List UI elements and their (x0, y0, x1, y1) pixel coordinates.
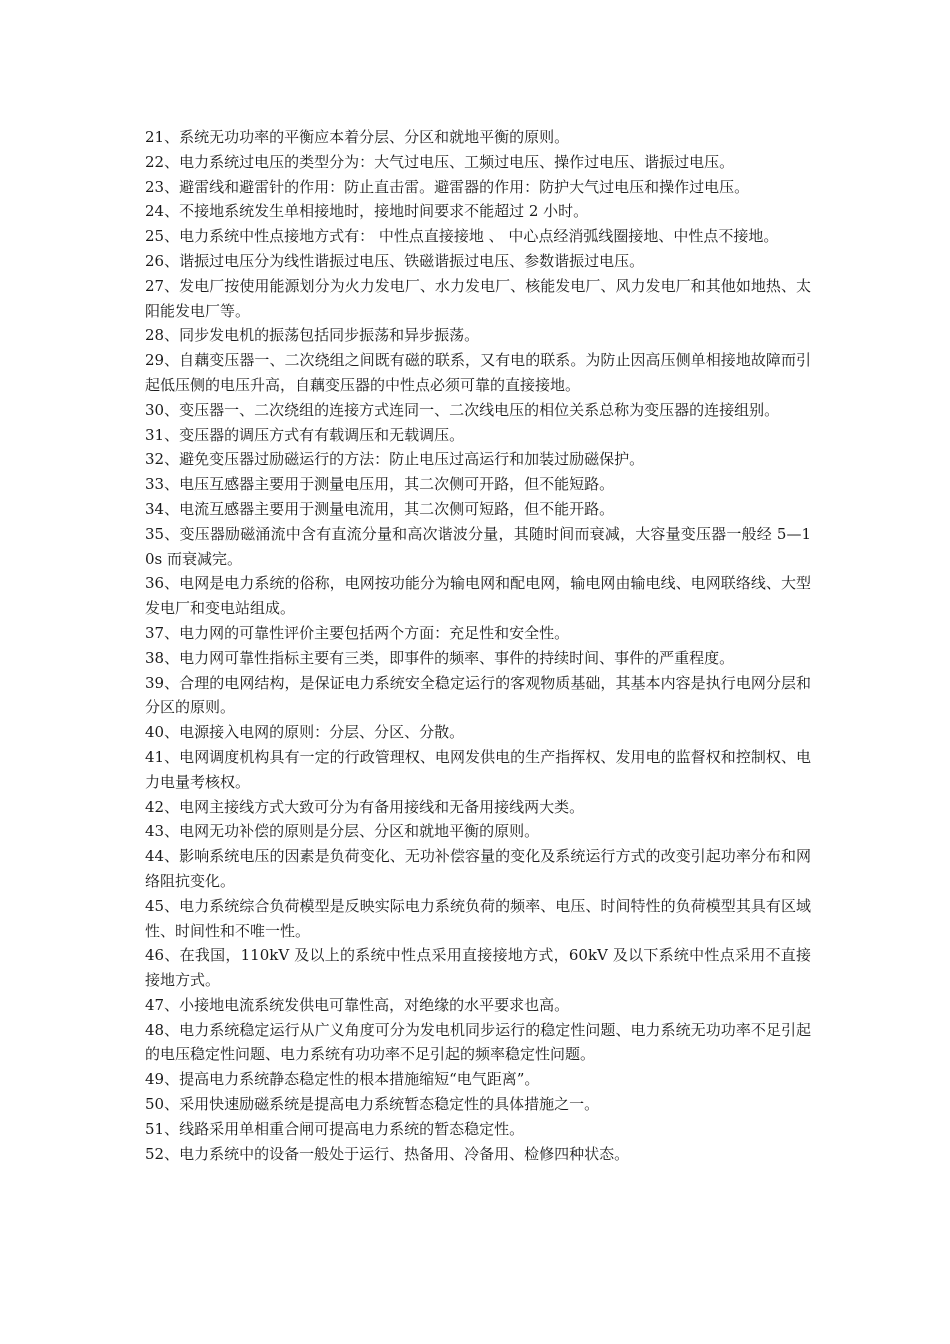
list-item-32: 32、避免变压器过励磁运行的方法：防止电压过高运行和加装过励磁保护。 (145, 450, 645, 469)
list-item-36: 36、电网是电力系统的俗称，电网按功能分为输电网和配电网，输电网由输电线、电网联络线、大型发电厂和变电站组成。 (145, 574, 811, 618)
list-item-49: 49、提高电力系统静态稳定性的根本措施缩短“电气距离”。 (145, 1070, 540, 1089)
list-item-23: 23、避雷线和避雷针的作用：防止直击雷。避雷器的作用：防护大气过电压和操作过电压。 (145, 177, 750, 196)
list-item-52: 52、电力系统中的设备一般处于运行、热备用、冷备用、检修四种状态。 (145, 1144, 630, 1163)
document-body (145, 125, 811, 1166)
list-item-46: 46、在我国，110kV 及以上的系统中性点采用直接接地方式，60kV 及以下系统中性点采用不直接接地方式。 (145, 946, 811, 990)
list-item-50: 50、采用快速励磁系统是提高电力系统暂态稳定性的具体措施之一。 (145, 1095, 600, 1114)
list-item-31: 31、变压器的调压方式有有载调压和无载调压。 (145, 425, 465, 444)
list-item-28: 28、同步发电机的振荡包括同步振荡和异步振荡。 (145, 326, 480, 345)
list-item-43: 43、电网无功补偿的原则是分层、分区和就地平衡的原则。 (145, 822, 540, 841)
list-item-25: 25、电力系统中性点接地方式有： 中性点直接接地 、 中心点经消弧线圈接地、中性点不接地。 (145, 227, 779, 246)
list-item-27: 27、发电厂按使用能源划分为火力发电厂、水力发电厂、核能发电厂、风力发电厂和其他如地热、太阳能发电厂等。 (145, 276, 811, 320)
list-item-42: 42、电网主接线方式大致可分为有备用接线和无备用接线两大类。 (145, 797, 585, 816)
list-item-21: 21、系统无功功率的平衡应本着分层、分区和就地平衡的原则。 (145, 128, 570, 146)
list-item-41: 41、电网调度机构具有一定的行政管理权、电网发供电的生产指挥权、发用电的监督权和控制权、电力电量考核权。 (145, 747, 811, 791)
list-item-24: 24、不接地系统发生单相接地时，接地时间要求不能超过 2 小时。 (145, 202, 589, 221)
list-item-26: 26、谐振过电压分为线性谐振过电压、铁磁谐振过电压、参数谐振过电压。 (145, 251, 645, 270)
list-item-37: 37、电力网的可靠性评价主要包括两个方面：充足性和安全性。 (145, 623, 570, 642)
list-item-34: 34、电流互感器主要用于测量电流用，其二次侧可短路，但不能开路。 (145, 499, 615, 518)
list-item-22: 22、电力系统过电压的类型分为：大气过电压、工频过电压、操作过电压、谐振过电压。 (145, 152, 735, 171)
list-item-44: 44、影响系统电压的因素是负荷变化、无功补偿容量的变化及系统运行方式的改变引起功率分布和网络阻抗变化。 (145, 847, 811, 890)
list-item-45: 45、电力系统综合负荷模型是反映实际电力系统负荷的频率、电压、时间特性的负荷模型其具有区域性、时间性和不唯一性。 (145, 896, 811, 940)
list-item-48: 48、电力系统稳定运行从广义角度可分为发电机同步运行的稳定性问题、电力系统无功功率不足引起的电压稳定性问题、电力系统有功功率不足引起的频率稳定性问题。 (145, 1020, 811, 1064)
list-item-51: 51、线路采用单相重合闸可提高电力系统的暂态稳定性。 (145, 1119, 525, 1138)
list-item-33: 33、电压互感器主要用于测量电压用，其二次侧可开路，但不能短路。 (145, 475, 615, 494)
list-item-35: 35、变压器励磁涌流中含有直流分量和高次谐波分量，其随时间而衰减，大容量变压器一般经 5—10s 而衰减完。 (145, 524, 811, 568)
list-item-30: 30、变压器一、二次绕组的连接方式连同一、二次线电压的相位关系总称为变压器的连接组别。 (145, 400, 780, 419)
list-item-39: 39、合理的电网结构，是保证电力系统安全稳定运行的客观物质基础，其基本内容是执行电网分层和分区的原则。 (145, 673, 811, 717)
list-item-38: 38、电力网可靠性指标主要有三类，即事件的频率、事件的持续时间、事件的严重程度。 (145, 648, 735, 667)
list-item-29: 29、自藕变压器一、二次绕组之间既有磁的联系，又有电的联系。为防止因高压侧单相接地故障而引起低压侧的电压升高，自藕变压器的中性点必须可靠的直接接地。 (145, 351, 811, 394)
list-item-47: 47、小接地电流系统发供电可靠性高，对绝缘的水平要求也高。 (145, 995, 570, 1014)
list-item-40: 40、电源接入电网的原则：分层、分区、分散。 (145, 723, 465, 742)
